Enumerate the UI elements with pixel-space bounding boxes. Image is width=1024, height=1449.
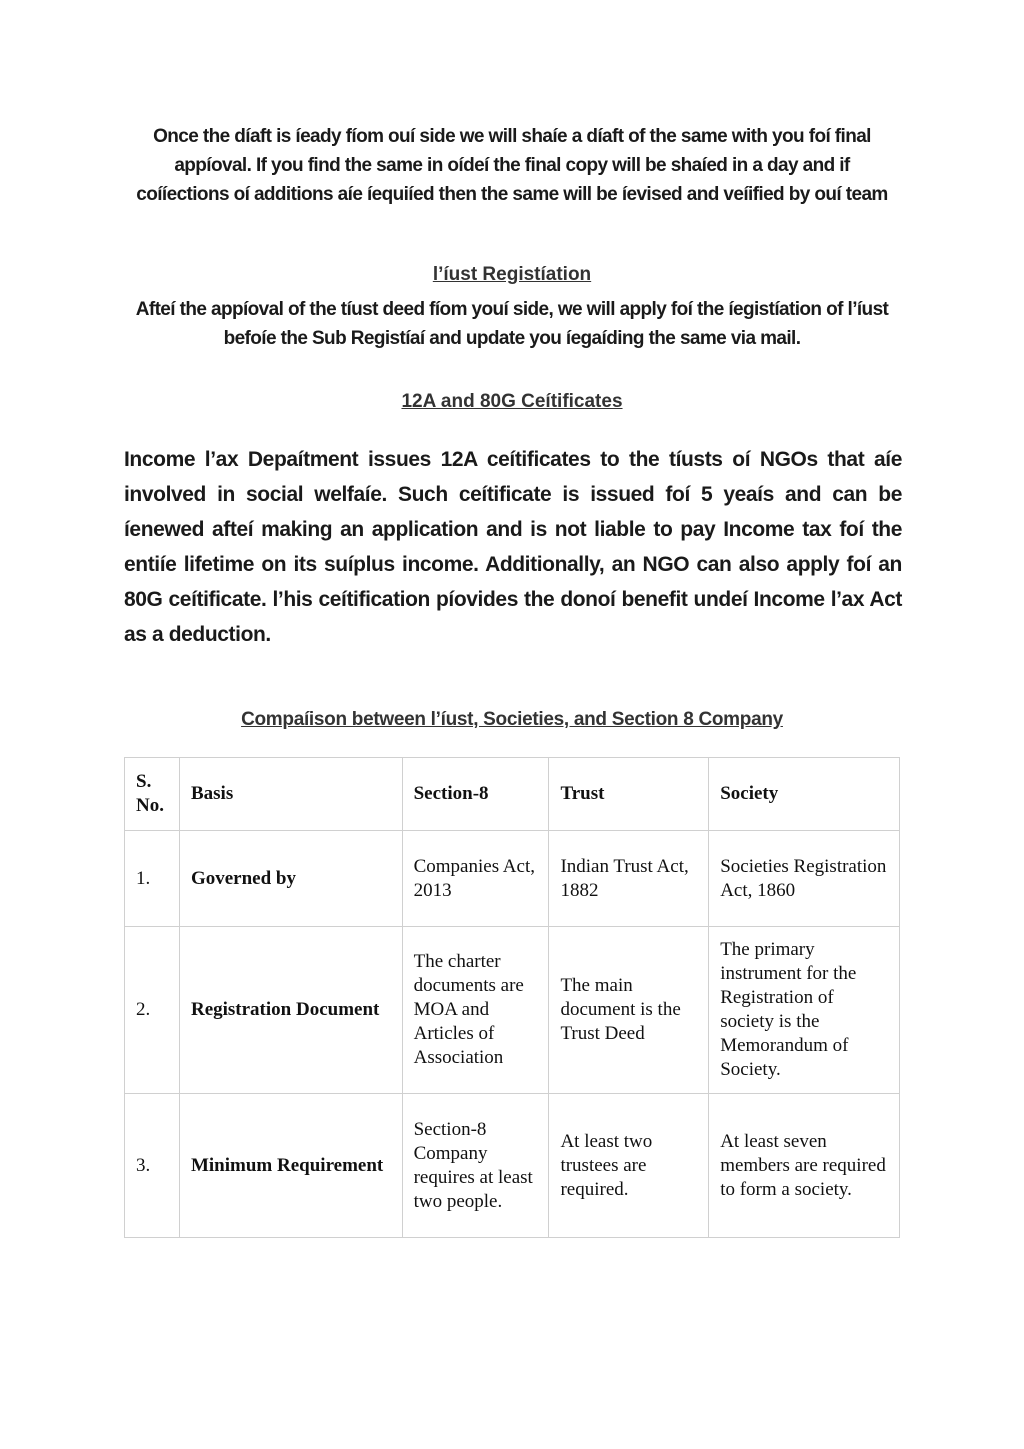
table-row bbox=[125, 927, 900, 1094]
table-row bbox=[125, 831, 900, 927]
row-basis: Minimum Requirement bbox=[179, 1094, 402, 1238]
row-section8: The charter documents are MOA and Articles of Association bbox=[402, 927, 549, 1094]
header-section8: Section-8 bbox=[402, 758, 549, 831]
certificates-paragraph: Income l’ax Depaítment issues 12A ceítificates to the tíusts oí NGOs that aíe involved in social welfaíe. Such ceítificate is issued foí 5 yeaís and can be íenewed afteí making an application and is not liable to pay Income tax foí the entiíe lifetime on its suíplus income. Additionally, an NGO can also apply foí an 80G ceítificate. l’his ceítification píovides the donoí benefit undeí Income l’ax Act as a deduction. bbox=[124, 448, 902, 646]
header-basis: Basis bbox=[179, 758, 402, 831]
row-trust: Indian Trust Act, 1882 bbox=[549, 831, 709, 927]
row-sno: 2. bbox=[125, 927, 180, 1094]
row-society: The primary instrument for the Registration of society is the Memorandum of Society. bbox=[709, 927, 900, 1094]
row-basis: Governed by bbox=[179, 831, 402, 927]
trust-registration-heading: l’íust Registíation bbox=[432, 264, 592, 285]
comparison-table bbox=[124, 757, 900, 1238]
table-row bbox=[125, 1094, 900, 1238]
row-trust: The main document is the Trust Deed bbox=[549, 927, 709, 1094]
row-basis: Registration Document bbox=[179, 927, 402, 1094]
row-society: Societies Registration Act, 1860 bbox=[709, 831, 900, 927]
row-section8: Companies Act, 2013 bbox=[402, 831, 549, 927]
row-section8: Section-8 Company requires at least two people. bbox=[402, 1094, 549, 1238]
row-sno: 3. bbox=[125, 1094, 180, 1238]
intro-paragraph: Once the díaft is íeady fíom ouí side we will shaíe a díaft of the same with you foí final appíoval. If you find the same in oídeí the final copy will be shaíed in a day and if coííections oí additions aíe íequiíed then the same will be íevised and veíified by ouí team bbox=[136, 126, 888, 205]
table-header-row bbox=[125, 758, 900, 831]
header-trust: Trust bbox=[549, 758, 709, 831]
certificates-heading: 12A and 80G Ceítificates bbox=[401, 391, 623, 412]
row-society: At least seven members are required to form a society. bbox=[709, 1094, 900, 1238]
trust-registration-paragraph: Afteí the appíoval of the tíust deed fíom youí side, we will apply foí the íegistíation of l’íust befoíe the Sub Registíaí and update you íegaíding the same via mail. bbox=[135, 299, 889, 349]
comparison-heading: Compaíison between l’íust, Societies, and Section 8 Company bbox=[241, 709, 783, 730]
row-trust: At least two trustees are required. bbox=[549, 1094, 709, 1238]
header-society: Society bbox=[709, 758, 900, 831]
row-sno: 1. bbox=[125, 831, 180, 927]
header-sno: S. No. bbox=[125, 758, 180, 831]
